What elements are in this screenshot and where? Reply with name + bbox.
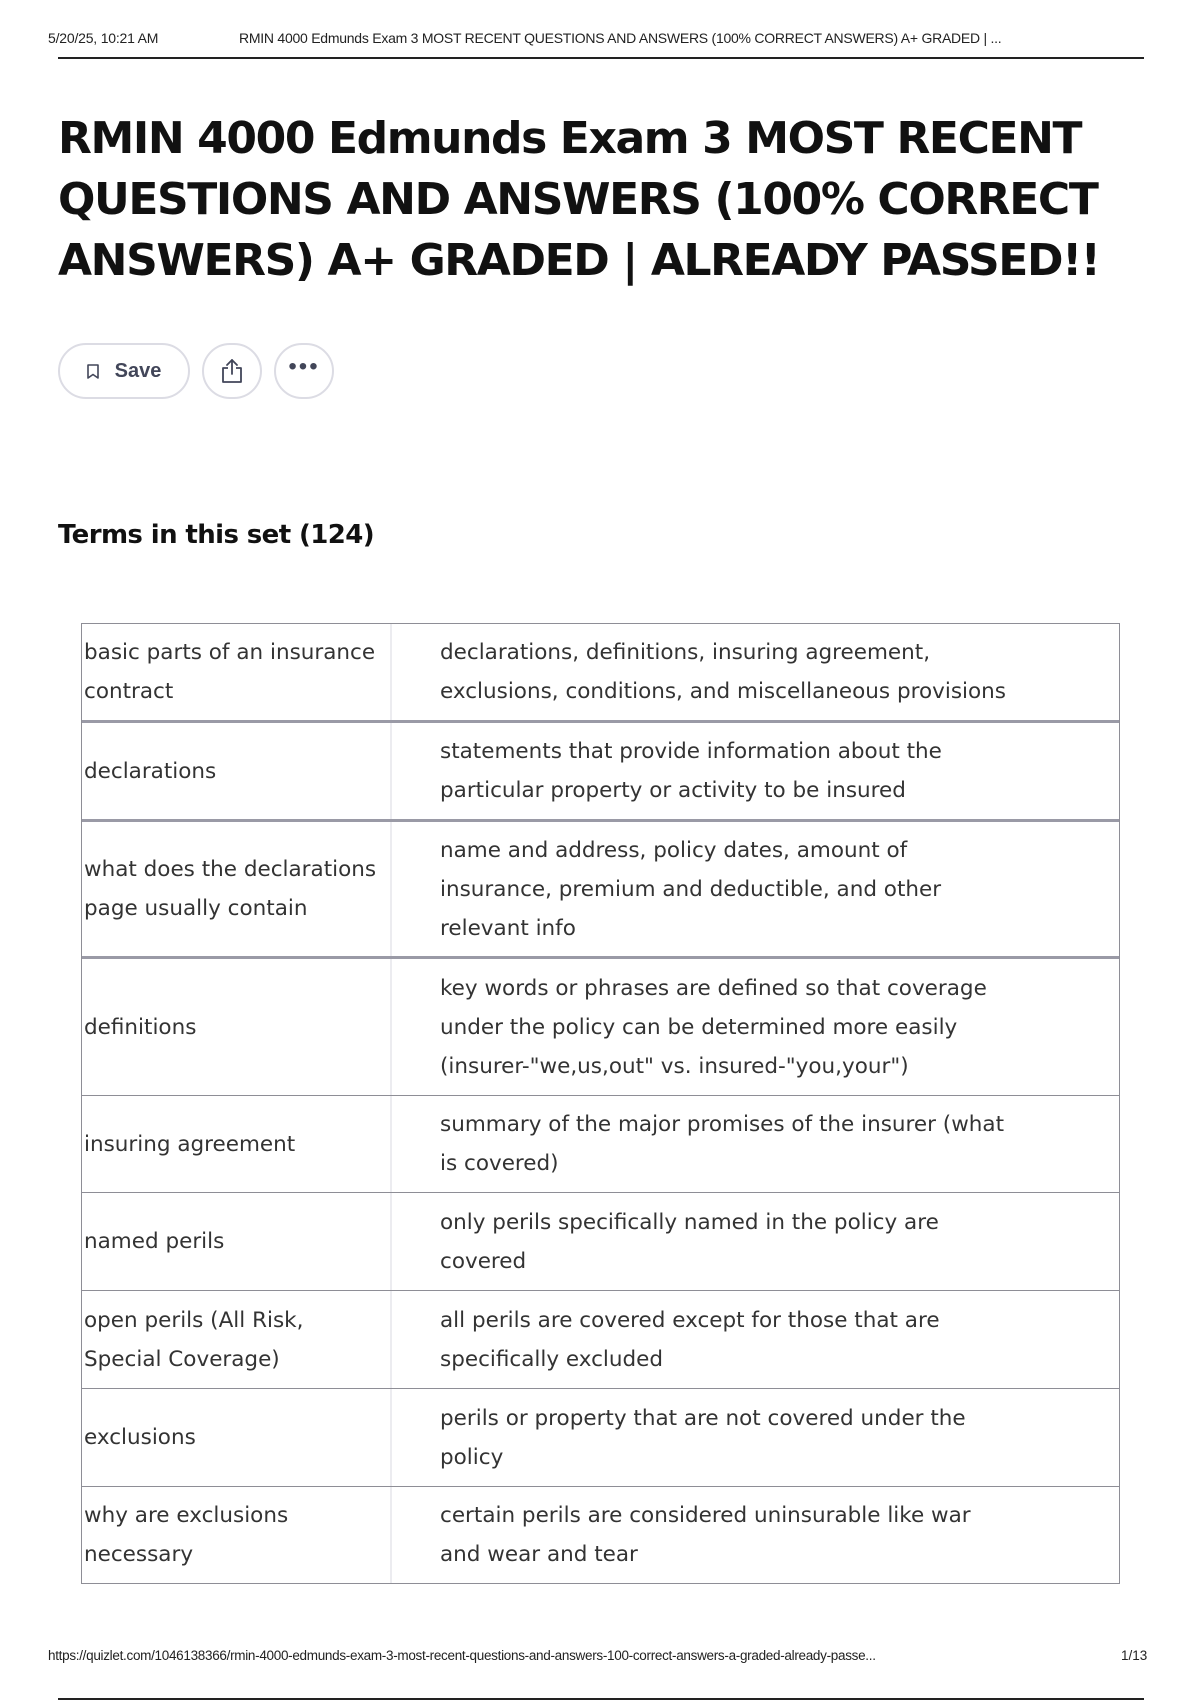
term-text: definitions <box>82 959 392 1095</box>
definition-text: all perils are covered except for those that are specifically excluded <box>440 1307 940 1372</box>
term-text: named perils <box>82 1193 392 1290</box>
term-text: basic parts of an insurance contract <box>82 624 392 720</box>
terms-heading: Terms in this set (124) <box>58 520 375 550</box>
print-date: 5/20/25, 10:21 AM <box>48 30 159 46</box>
definition-text: declarations, definitions, insuring agreement, exclusions, conditions, and miscellaneous provisions <box>440 640 1006 704</box>
definition-text: only perils specifically named in the policy are covered <box>440 1209 939 1274</box>
more-icon: ••• <box>288 353 320 380</box>
save-button-label: Save <box>114 359 162 382</box>
term-row <box>82 1290 1119 1388</box>
definition-text: statements that provide information about the particular property or activity to be insured <box>440 739 942 803</box>
term-row <box>82 624 1119 720</box>
page-title: RMIN 4000 Edmunds Exam 3 MOST RECENT QUESTIONS AND ANSWERS (100% CORRECT ANSWERS) A+ GRADED | ALREADY PASSED!! <box>58 113 1100 286</box>
term-text: insuring agreement <box>82 1096 392 1192</box>
term-row <box>82 1192 1119 1290</box>
save-button[interactable] <box>58 343 190 399</box>
term-row <box>82 1486 1119 1583</box>
print-header <box>48 26 1144 48</box>
term-text: declarations <box>82 723 392 819</box>
term-row <box>82 956 1119 1095</box>
definition-text: key words or phrases are defined so that coverage under the policy can be determined more easily (insurer-"we,us,out" vs. insured-"you,your") <box>440 975 987 1079</box>
print-doc-title: RMIN 4000 Edmunds Exam 3 MOST RECENT QUESTIONS AND ANSWERS (100% CORRECT ANSWERS) A+ GRADED | ... <box>239 30 1002 46</box>
bookmark-icon <box>87 364 99 379</box>
more-options-button[interactable] <box>274 343 334 399</box>
term-row <box>82 1388 1119 1486</box>
definition-text: summary of the major promises of the insurer (what is covered) <box>440 1112 1005 1176</box>
definition-text: certain perils are considered uninsurable like war and wear and tear <box>440 1503 971 1567</box>
definition-text: perils or property that are not covered under the policy <box>440 1405 966 1470</box>
share-button[interactable] <box>202 343 262 399</box>
term-row <box>82 720 1119 819</box>
term-row <box>82 1095 1119 1192</box>
terms-table <box>81 623 1120 1584</box>
header-divider <box>58 57 1144 59</box>
term-row <box>82 819 1119 956</box>
term-text: what does the declarations page usually contain <box>82 822 392 956</box>
term-text: why are exclusions necessary <box>82 1487 392 1583</box>
page-number: 1/13 <box>1121 1648 1148 1663</box>
term-text: exclusions <box>82 1389 392 1486</box>
definition-text: name and address, policy dates, amount of insurance, premium and deductible, and other relevant info <box>440 837 942 941</box>
term-text: open perils (All Risk, Special Coverage) <box>82 1291 392 1388</box>
page-url: https://quizlet.com/1046138366/rmin-4000-edmunds-exam-3-most-recent-questions-and-answers-100-correct-answers-a-graded-already-passe... <box>48 1648 876 1663</box>
share-icon <box>220 358 244 384</box>
